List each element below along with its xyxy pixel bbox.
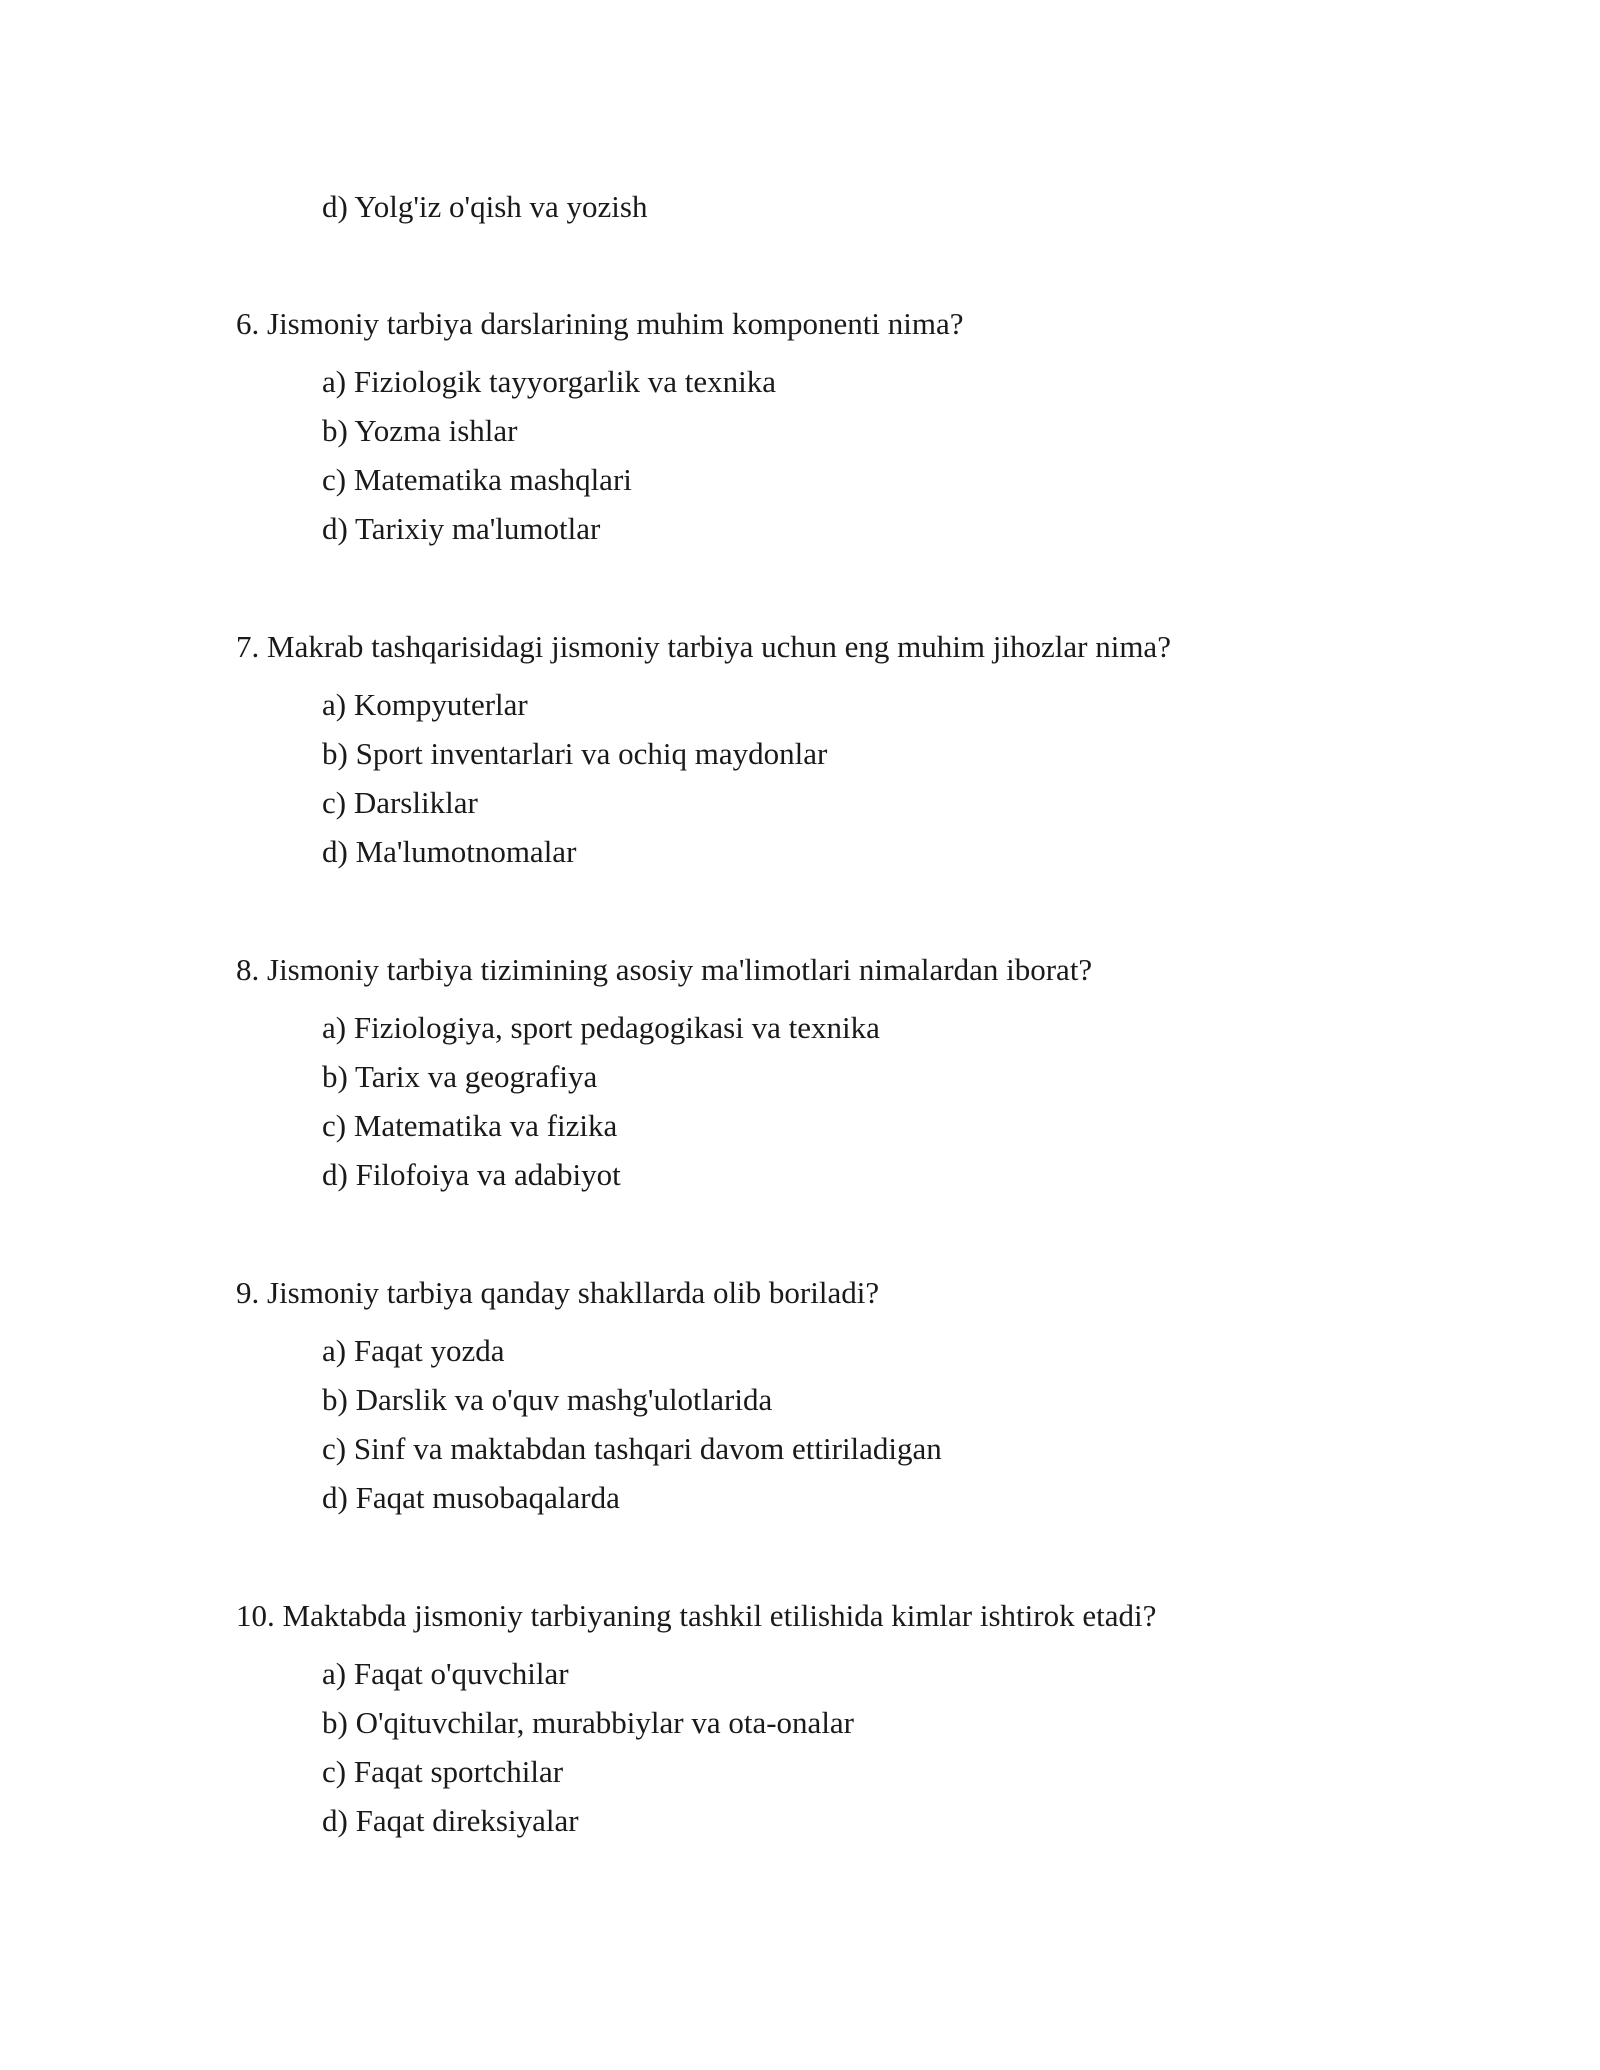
answer-option: a) Fiziologik tayyorgarlik va texnika bbox=[322, 364, 776, 399]
answer-option: c) Matematika va fizika bbox=[322, 1108, 618, 1143]
answer-option: b) Tarix va geografiya bbox=[322, 1059, 598, 1094]
answer-option: c) Faqat sportchilar bbox=[322, 1754, 564, 1789]
answer-option: d) Faqat musobaqalarda bbox=[322, 1480, 620, 1515]
question-7: 7. Makrab tashqarisidagi jismoniy tarbiya uchun eng muhim jihozlar nima? bbox=[236, 629, 1171, 664]
answer-option: d) Yolg'iz o'qish va yozish bbox=[322, 189, 648, 224]
answer-option: a) Faqat yozda bbox=[322, 1333, 505, 1368]
answer-option: b) Darslik va o'quv mashg'ulotlarida bbox=[322, 1382, 773, 1417]
answer-option: d) Ma'lumotnomalar bbox=[322, 834, 577, 869]
answer-option: c) Darsliklar bbox=[322, 785, 478, 820]
answer-option: d) Faqat direksiyalar bbox=[322, 1803, 579, 1838]
answer-option: c) Sinf va maktabdan tashqari davom ettiriladigan bbox=[322, 1431, 942, 1466]
answer-option: a) Faqat o'quvchilar bbox=[322, 1656, 569, 1691]
answer-option: a) Kompyuterlar bbox=[322, 687, 528, 722]
answer-option: d) Tarixiy ma'lumotlar bbox=[322, 511, 601, 546]
answer-option: c) Matematika mashqlari bbox=[322, 462, 632, 497]
question-6: 6. Jismoniy tarbiya darslarining muhim komponenti nima? bbox=[236, 306, 964, 341]
question-10: 10. Maktabda jismoniy tarbiyaning tashkil etilishida kimlar ishtirok etadi? bbox=[236, 1598, 1157, 1633]
answer-option: a) Fiziologiya, sport pedagogikasi va texnika bbox=[322, 1010, 880, 1045]
question-9: 9. Jismoniy tarbiya qanday shakllarda olib boriladi? bbox=[236, 1275, 880, 1310]
answer-option: d) Filofoiya va adabiyot bbox=[322, 1157, 621, 1192]
answer-option: b) O'qituvchilar, murabbiylar va ota-onalar bbox=[322, 1705, 855, 1740]
question-8: 8. Jismoniy tarbiya tizimining asosiy ma'limotlari nimalardan iborat? bbox=[236, 952, 1093, 987]
answer-option: b) Yozma ishlar bbox=[322, 413, 518, 448]
answer-option: b) Sport inventarlari va ochiq maydonlar bbox=[322, 736, 828, 771]
